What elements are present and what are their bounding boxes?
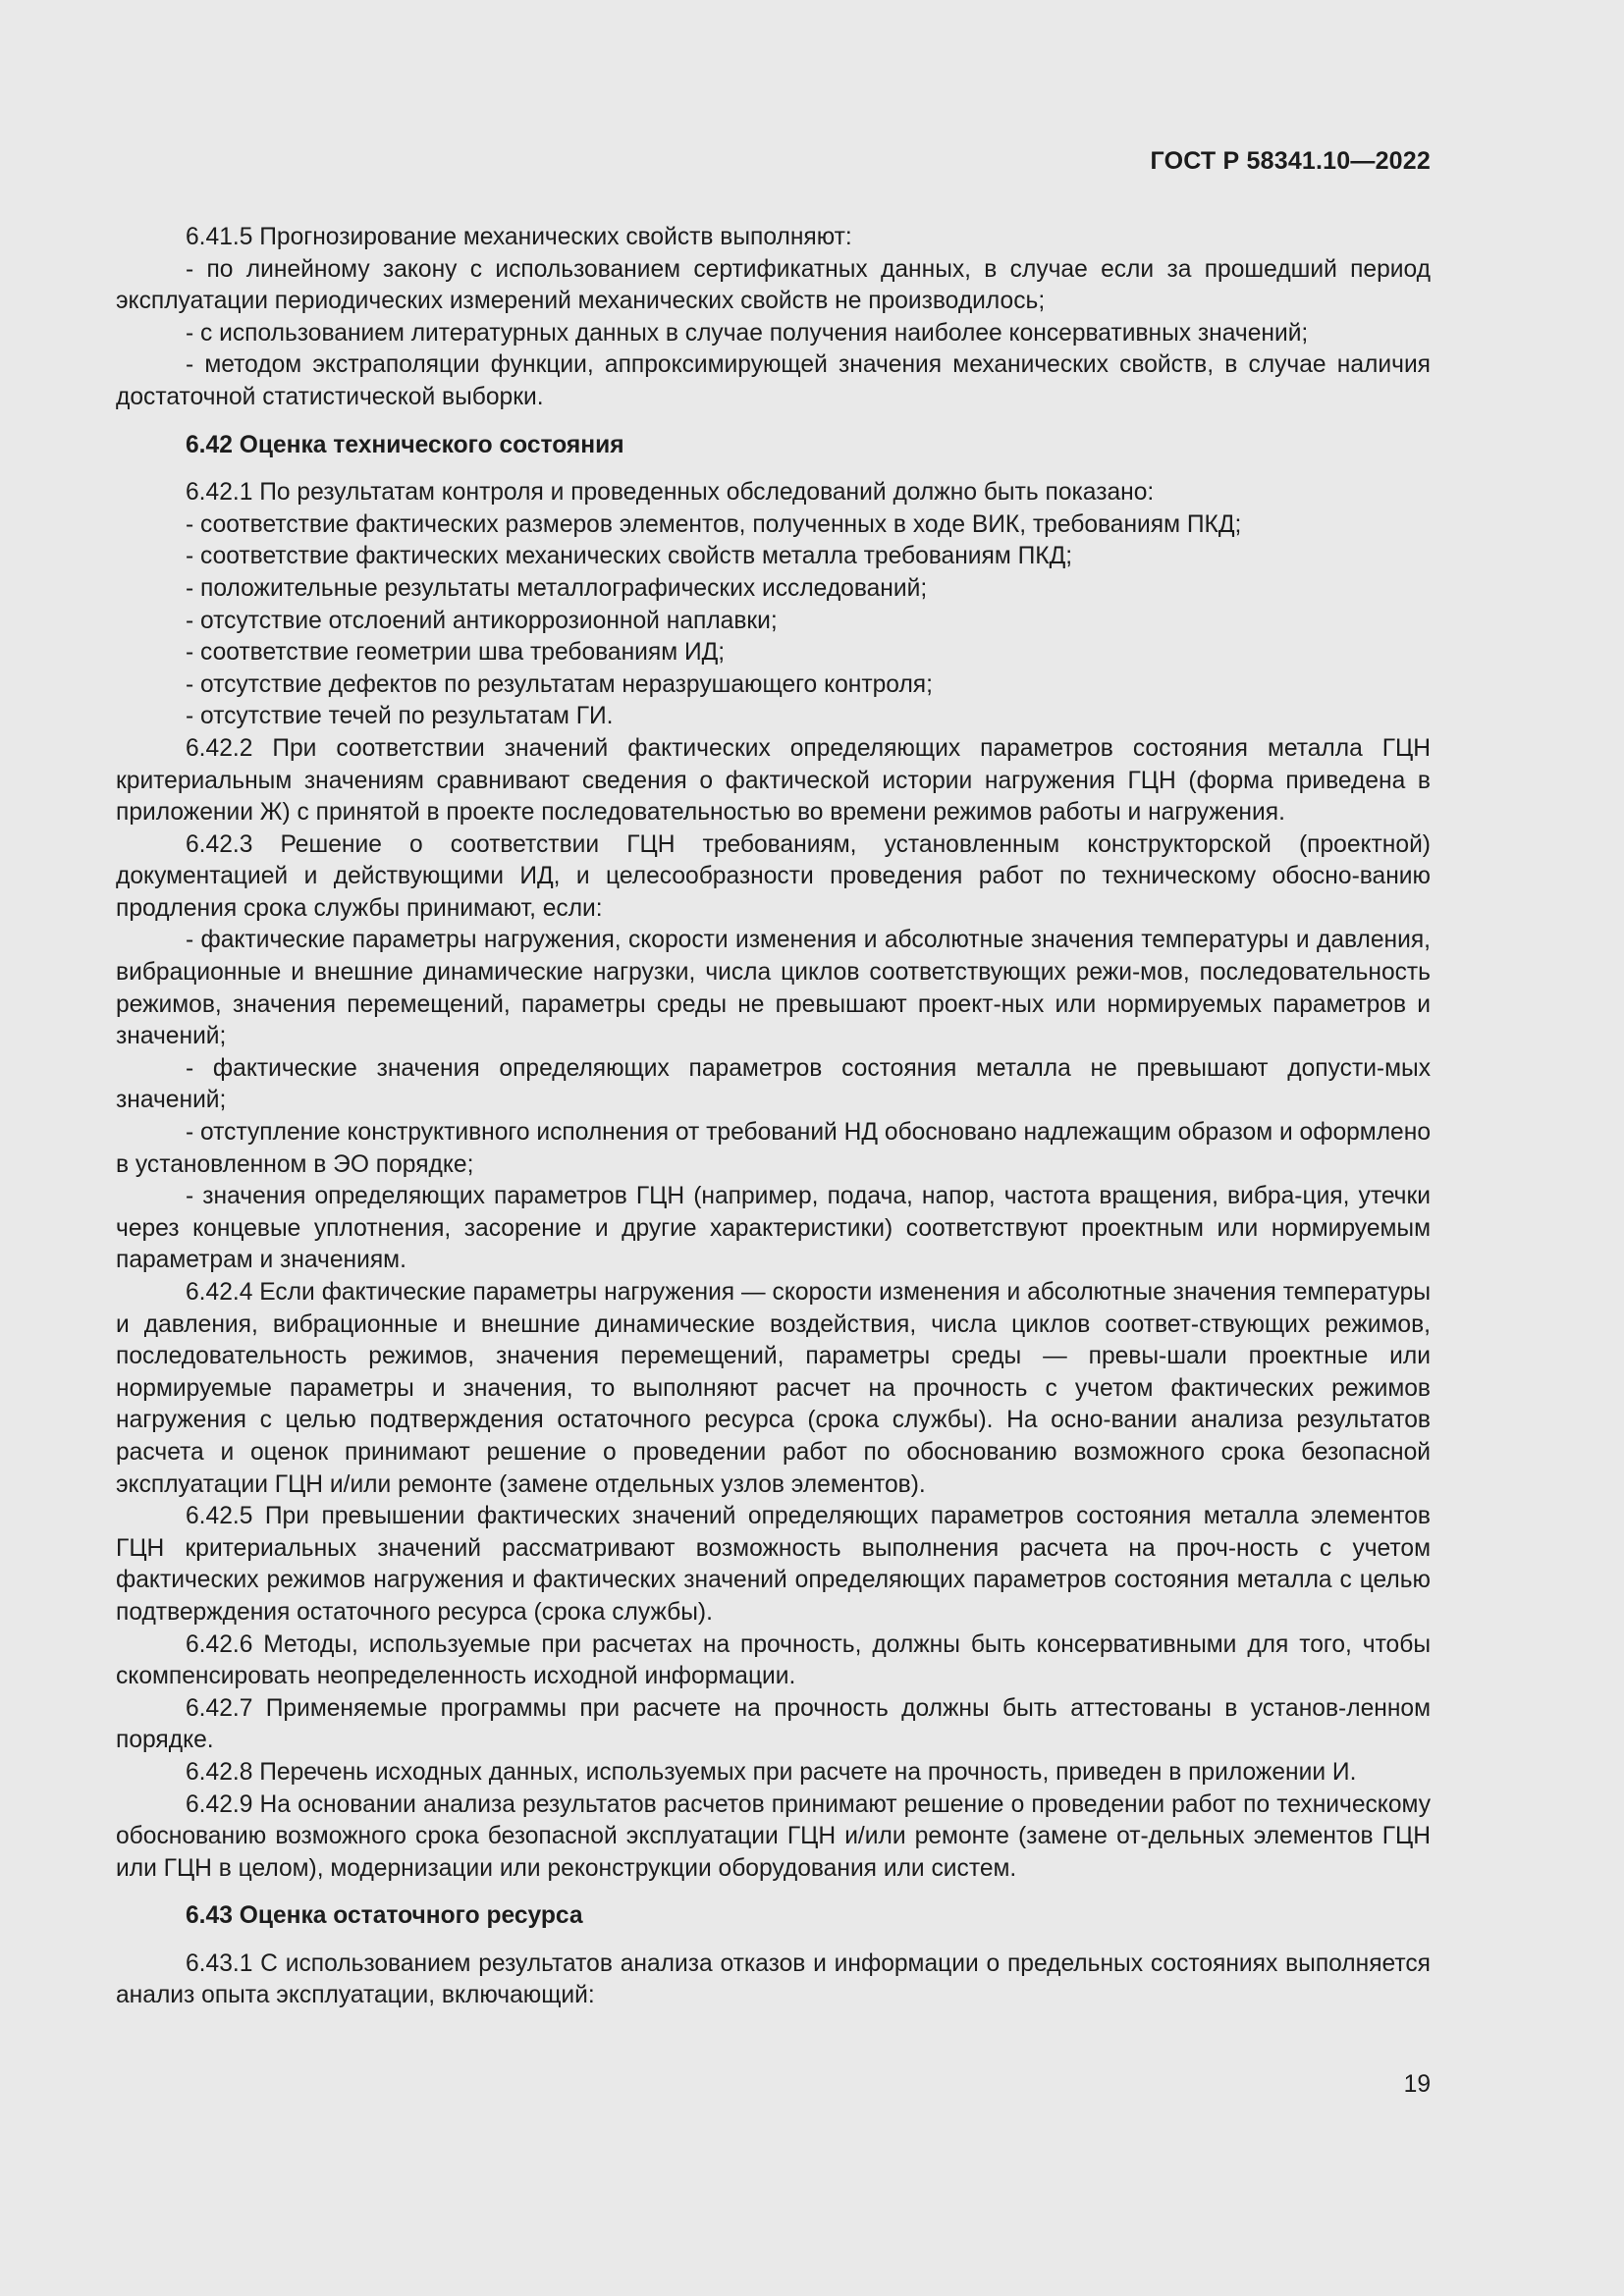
paragraph-6-42-8: 6.42.8 Перечень исходных данных, используемых при расчете на прочность, приведен в приложении И. [186,1758,1357,1786]
document-header: ГОСТ Р 58341.10—2022 [1150,147,1431,175]
paragraph-6-42-2: 6.42.2 При соответствии значений фактических определяющих параметров состояния металла ГЦН критериальным значениям сравнивают сведения о фактической истории нагружения ГЦН (форма приведена в приложении Ж) с принятой в проекте последовательностью во времени режимов работы и нагружения. [116,734,1431,827]
list-item: - соответствие фактических механических свойств металла требованиям ПКД; [186,543,1073,570]
list-item: - соответствие геометрии шва требованиям ИД; [186,639,726,667]
paragraph-6-42-7: 6.42.7 Применяемые программы при расчете на прочность должны быть аттестованы в установ-ленном порядке. [116,1694,1431,1754]
list-item: - с использованием литературных данных в случае получения наиболее консервативных значений; [186,319,1309,347]
list-item: - отсутствие отслоений антикоррозионной наплавки; [186,607,778,634]
paragraph-6-42-3: 6.42.3 Решение о соответствии ГЦН требованиям, установленным конструкторской (проектной) документацией и действующими ИД, и целесообразности проведения работ по техническому обосно-ванию продления срока службы принимают, если: [116,830,1431,922]
paragraph-6-42-9: 6.42.9 На основании анализа результатов расчетов принимают решение о проведении работ по техническому обоснованию возможного срока безопасной эксплуатации ГЦН и/или ремонте (замене от-дельных элементов ГЦН или ГЦН в целом), модернизации или реконструкции оборудования или систем. [116,1790,1431,1882]
list-item: - фактические значения определяющих параметров состояния металла не превышают допусти-мых значений; [116,1054,1431,1114]
paragraph-6-42-5: 6.42.5 При превышении фактических значений определяющих параметров состояния металла элементов ГЦН критериальных значений рассматривают возможность выполнения расчета на проч-ность с учетом фактических режимов нагружения и фактических значений определяющих параметров состояния металла с целью подтверждения остаточного ресурса (срока службы). [116,1503,1431,1626]
list-item: - отсутствие течей по результатам ГИ. [186,703,614,730]
list-item: - отступление конструктивного исполнения от требований НД обосновано надлежащим образом и оформлено в установленном в ЭО порядке; [116,1119,1431,1178]
paragraph-6-42-4: 6.42.4 Если фактические параметры нагружения — скорости изменения и абсолютные значения температуры и давления, вибрационные и внешние динамические воздействия, числа циклов соответ-ствующих режимов, последовательность режимов, значения перемещений, параметры среды — превы-шали проектные или нормируемые параметры и значения, то выполняют расчет на прочность с учетом фактических режимов нагружения с целью подтверждения остаточного ресурса (срока службы). На осно-вании анализа результатов расчета и оценок принимают решение о проведении работ по обоснованию возможного срока безопасной эксплуатации ГЦН и/или ремонте (замене отдельных узлов элементов). [116,1279,1431,1498]
paragraph-6-43-1: 6.43.1 С использованием результатов анализа отказов и информации о предельных состояниях выполняется анализ опыта эксплуатации, включающий: [116,1949,1431,2009]
list-item: - фактические параметры нагружения, скорости изменения и абсолютные значения температуры и давления, вибрационные и внешние динамические нагрузки, числа циклов соответствующих режи-мов, последовательность режимов, значения перемещений, параметры среды не превышают проект-ных или нормируемых параметров и значений; [116,927,1431,1050]
paragraph-6-42-6: 6.42.6 Методы, используемые при расчетах на прочность, должны быть консервативными для того, чтобы скомпенсировать неопределенность исходной информации. [116,1630,1431,1690]
section-heading-6-43: 6.43 Оценка остаточного ресурса [186,1902,583,1930]
document-body [116,222,1431,2012]
list-item: - соответствие фактических размеров элементов, полученных в ходе ВИК, требованиям ПКД; [186,510,1242,538]
list-item: - значения определяющих параметров ГЦН (например, подача, напор, частота вращения, вибра-ция, утечки через концевые уплотнения, засорение и другие характеристики) соответствуют проектным или нормируемым параметрам и значениям. [116,1183,1431,1274]
section-heading-6-42: 6.42 Оценка технического состояния [186,431,624,458]
page-number: 19 [1403,2071,1431,2098]
list-item: - по линейному закону с использованием сертификатных данных, в случае если за прошедший период эксплуатации периодических измерений механических свойств не производилось; [116,255,1431,315]
list-item: - положительные результаты металлографических исследований; [186,574,928,602]
list-item: - методом экстраполяции функции, аппроксимирующей значения механических свойств, в случае наличия достаточной статистической выборки. [116,351,1431,410]
paragraph-6-41-5: 6.41.5 Прогнозирование механических свойств выполняют: [186,224,852,250]
list-item: - отсутствие дефектов по результатам неразрушающего контроля; [186,670,933,698]
paragraph-6-42-1: 6.42.1 По результатам контроля и проведенных обследований должно быть показано: [186,479,1155,507]
